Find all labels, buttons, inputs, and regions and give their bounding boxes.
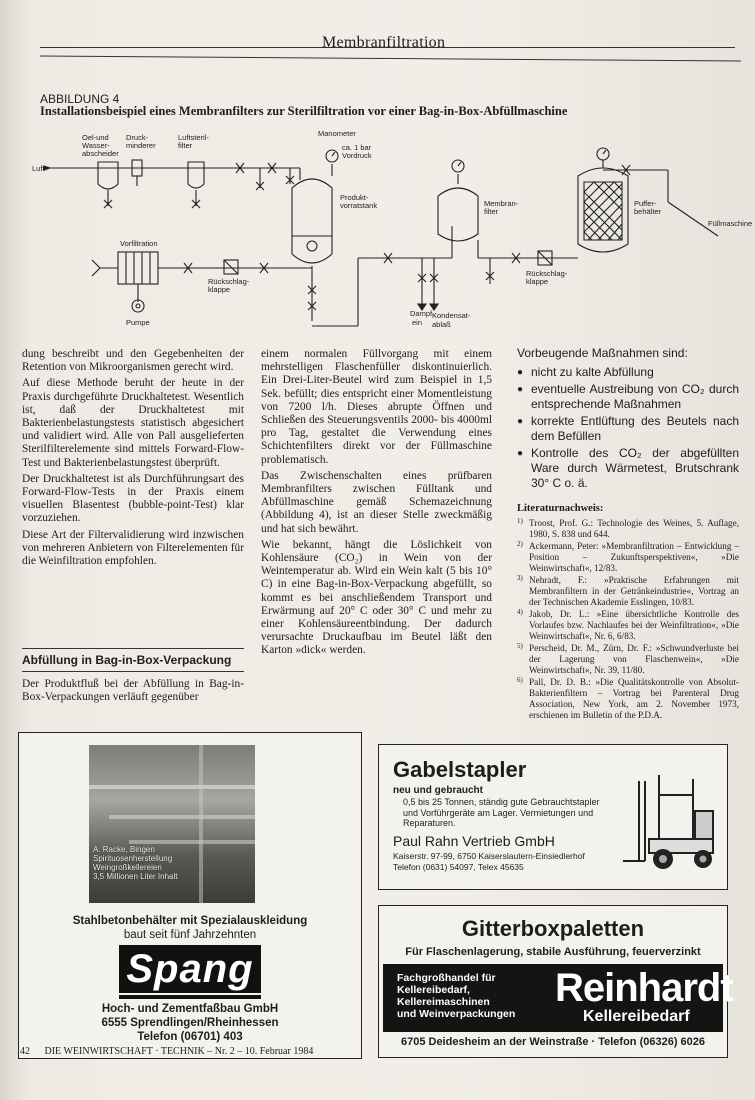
svg-text:ein: ein <box>412 318 423 327</box>
svg-text:Füllmaschine: Füllmaschine <box>708 219 753 228</box>
photo-caption: A. Racke, Bingen Spirituosenherstellung Weingroßkellereien 3,5 Millionen Liter Inhalt <box>93 845 178 881</box>
ad-black-panel <box>383 964 733 1032</box>
svg-text:Kondensat-: Kondensat- <box>432 311 471 320</box>
ad-phone: Telefon (0631) 54097, Telex 45635 <box>393 862 524 872</box>
oil-separator <box>98 162 118 189</box>
page-footer <box>20 1046 313 1057</box>
text-column-2 <box>261 348 492 661</box>
svg-text:Membran-: Membran- <box>484 199 519 208</box>
membrane-filter <box>438 188 478 241</box>
paragraph: Diese Art der Filtervalidierung wird inzwischen von mehreren Anbietern von Filterelementen für die Weinfiltration empfohlen. <box>22 528 244 568</box>
ad-subline: neu und gebraucht <box>393 785 483 796</box>
forklift-icon <box>619 775 719 875</box>
svg-text:Luftsteril-: Luftsteril- <box>178 133 209 142</box>
section-heading: Abfüllung in Bag-in-Box-Verpackung <box>22 653 232 667</box>
ad-gabelstapler <box>378 744 728 890</box>
spang-logo: Spang <box>119 945 261 993</box>
ad-phone: Telefon (06701) 403 <box>137 1031 243 1043</box>
svg-text:Vordruck: Vordruck <box>342 151 372 160</box>
paragraph: dung beschreibt und den Gegebenheiten der Retention von Mikroorganismen gerecht wird. <box>22 348 244 374</box>
reference-item: 1) Troost, Prof. G.: Technologie des Weines, 5. Auflage, 1980, S. 838 und 644. <box>517 517 739 539</box>
svg-text:filter: filter <box>178 141 193 150</box>
svg-text:Oel-und: Oel-und <box>82 133 109 142</box>
air-arrow <box>44 166 50 170</box>
reinhardt-logo: Reinhardt <box>555 966 733 1010</box>
ad-firm: Hoch- und Zementfaßbau GmbH <box>101 1003 279 1015</box>
paragraph: Der Produktfluß bei der Abfüllung in Bag-in-Box-Verpackungen verläuft gegenüber <box>22 678 244 704</box>
ad-address: 6705 Deidesheim an der Weinstraße · Telefon (06326) 6026 <box>400 1036 706 1048</box>
list-item: ● eventuelle Austreibung von CO₂ durch entsprechende Maßnahmen <box>517 382 739 412</box>
list-item: ● Kontrolle des CO₂ der abgefüllten Ware durch Wärmetest, Brutschrank 30° C o. ä. <box>517 446 739 491</box>
header-rule-bottom <box>40 56 741 62</box>
product-tank <box>292 179 332 263</box>
ad-headline: Gitterboxpaletten <box>461 916 645 941</box>
svg-text:Puffer-: Puffer- <box>634 199 657 208</box>
list-item: ● korrekte Entlüftung des Beutels nach dem Befüllen <box>517 414 739 444</box>
figure-label: ABBILDUNG 4 <box>40 92 120 106</box>
svg-text:Pumpe: Pumpe <box>126 318 150 327</box>
ad-headline: Gabelstapler <box>393 757 527 782</box>
air-sterile-filter <box>188 162 204 188</box>
reference-item: 6) Pall, Dr. D. B.: »Die Qualitätskontrolle von Absolut-Bakterienfiltern – Vortrag bei Parenteral Drug Association, New York, am 2. November 1973, erschienen im Bulletin of the P.D.A. <box>517 676 739 720</box>
paragraph: einem normalen Füllvorgang mit einem mehrstelligen Flaschenfüller diskontinuierlich. Ein Drei-Liter-Beutel wird zum Beispiel in 1,5 Sek. befüllt; dies entspricht einer Momentleistung von 7200 l/h. Dieses abrupte Öffnen und Schließen des Steuerungsventils 2000- bis 4000ml pro Tag, gestaltet die Verwendung eines Schichtenfilters direkt vor der Füllmaschine problematisch. <box>261 348 492 466</box>
paragraph: Wie bekannt, hängt die Löslichkeit von Kohlensäure (CO₂) in Wein von der Weintemperatur ab. Wird ein Wein kalt (5 bis 10° C) in eine Bag-in-Box-Verpackung abgefüllt, so kommt es bei anschließendem Transport und Erwärmung auf 20° C oder 30° C und mehr zu einer Kohlensäureentbindung. Der dadurch verursachte Druckaufbau im Beutel läßt den Karton »dick« werden. <box>261 538 492 657</box>
svg-text:Rückschlag-: Rückschlag- <box>526 269 568 278</box>
ad-body: 0,5 bis 25 Tonnen, ständig gute Gebrauchtstapler und Vorführgeräte am Lager. Vermietungen und Reparaturen. <box>403 797 600 828</box>
running-header: Membranfiltration <box>322 34 446 51</box>
svg-text:ablaß: ablaß <box>432 320 451 329</box>
ad-spang <box>18 732 362 1059</box>
svg-text:Druck-: Druck- <box>126 133 149 142</box>
tank-hall-photo <box>89 745 255 903</box>
ad-city: 6555 Sprendlingen/Rheinhessen <box>101 1017 279 1029</box>
svg-text:klappe: klappe <box>208 285 231 294</box>
reference-item: 4) Jakob, Dr. L.: »Eine übersichtliche Kontrolle des Vorlaufes bzw. Nachlaufes bei der Weinfiltration«, »Die Weinwirtschaft«, Nr. 6, 6/83. <box>517 608 739 641</box>
section-bag-in-box <box>22 648 244 704</box>
svg-text:vorratstank: vorratstank <box>340 201 378 210</box>
svg-text:Luft: Luft <box>32 164 45 173</box>
svg-text:behälter: behälter <box>634 207 662 216</box>
measures-intro: Vorbeugende Maßnahmen sind: <box>517 346 688 360</box>
svg-text:filter: filter <box>484 207 499 216</box>
ad-firm: Paul Rahn Vertrieb GmbH <box>393 833 555 849</box>
svg-text:abscheider: abscheider <box>82 149 119 158</box>
diagram-labels <box>32 129 752 329</box>
paragraph: Auf diese Methode beruht der heute in der Praxis durchgeführte Druckhaltetest. Wesentlich ist, daß der Druckhaltetest mit Bakterienbelastungstests statistisch abgesichert und validiert wird. Alle von Pall ausgelieferten Sterilfilterelemente sind mittels Forward-Flow-Test und Bakterienbelastungstest überprüft. <box>22 377 244 469</box>
prefilter-unit <box>118 252 158 284</box>
ad-subline: baut seit fünf Jahrzehnten <box>123 929 257 941</box>
svg-text:minderer: minderer <box>126 141 156 150</box>
text-column-3 <box>517 346 739 722</box>
ad-gitterboxpaletten <box>378 905 733 1058</box>
reference-item: 3) Nehradt, F.: »Praktische Erfahrungen mit Membranfiltern in der Getränkeindustrie«, Vortrag an der Technischen Akademie Esslingen, 10/83. <box>517 574 739 607</box>
ad-subline: Für Flaschenlagerung, stabile Ausführung, feuerverzinkt <box>405 946 701 958</box>
svg-text:Wasser-: Wasser- <box>82 141 110 150</box>
ad-headline: Stahlbetonbehälter mit Spezialauskleidung <box>72 915 308 927</box>
svg-text:Produkt-: Produkt- <box>340 193 369 202</box>
svg-text:Vorfiltration: Vorfiltration <box>120 239 158 248</box>
svg-text:Dampf: Dampf <box>410 309 433 318</box>
references-list <box>517 518 739 721</box>
publication-line: DIE WEINWIRTSCHAFT · TECHNIK – Nr. 2 – 10. Februar 1984 <box>44 1046 314 1057</box>
reinhardt-logo-sub: Kellereibedarf <box>583 1008 690 1025</box>
list-item: ● nicht zu kalte Abfüllung <box>517 365 739 380</box>
svg-text:Manometer: Manometer <box>318 129 356 138</box>
references-title: Literaturnachweis: <box>517 503 604 514</box>
text-column-1 <box>22 348 244 571</box>
ad-address: Kaiserstr. 97-99, 6750 Kaiserslautern-Einsiedlerhof <box>393 851 585 861</box>
svg-text:ca. 1 bar: ca. 1 bar <box>342 143 372 152</box>
logo-underline <box>119 995 261 999</box>
measures-list <box>517 365 739 491</box>
paragraph: Der Druckhaltetest ist als Durchführungsart des Forward-Flow-Tests in der Praxis einem visuellen Blasentest (bubble-point-Test) klar vorzuziehen. <box>22 472 244 525</box>
svg-text:Rückschlag-: Rückschlag- <box>208 277 250 286</box>
svg-text:klappe: klappe <box>526 277 549 286</box>
filter-installation-diagram <box>28 126 755 336</box>
reference-item: 5) Perscheid, Dr. M., Zürn, Dr. F.: »Schwundverluste bei der Lagerung von Flaschenwein«, »Die Weinwirtschaft«, Nr. 39, 11/80. <box>517 642 739 675</box>
figure-title: Installationsbeispiel eines Membranfilters zur Sterilfiltration vor einer Bag-in-Box-Abfüllmaschine <box>40 104 568 118</box>
ad-body: Fachgroßhandel für Kellereibedarf, Kellereimaschinen und Weinverpackungen <box>397 972 516 1020</box>
reference-item: 2) Ackermann, Peter: »Membranfiltration – Entwicklung – Position – Zukunftsperspektiven«, »Die Weinwirtschaft«, 12/83. <box>517 540 739 573</box>
page-number: 42 <box>20 1046 30 1057</box>
paragraph: Das Zwischenschalten eines prüfbaren Membranfilters zwischen Fülltank und Abfüllmaschine gemäß Schemazeichnung (Abbildung 4), ist an dieser Stelle zweckmäßig und hat sich bewährt. <box>261 469 492 535</box>
